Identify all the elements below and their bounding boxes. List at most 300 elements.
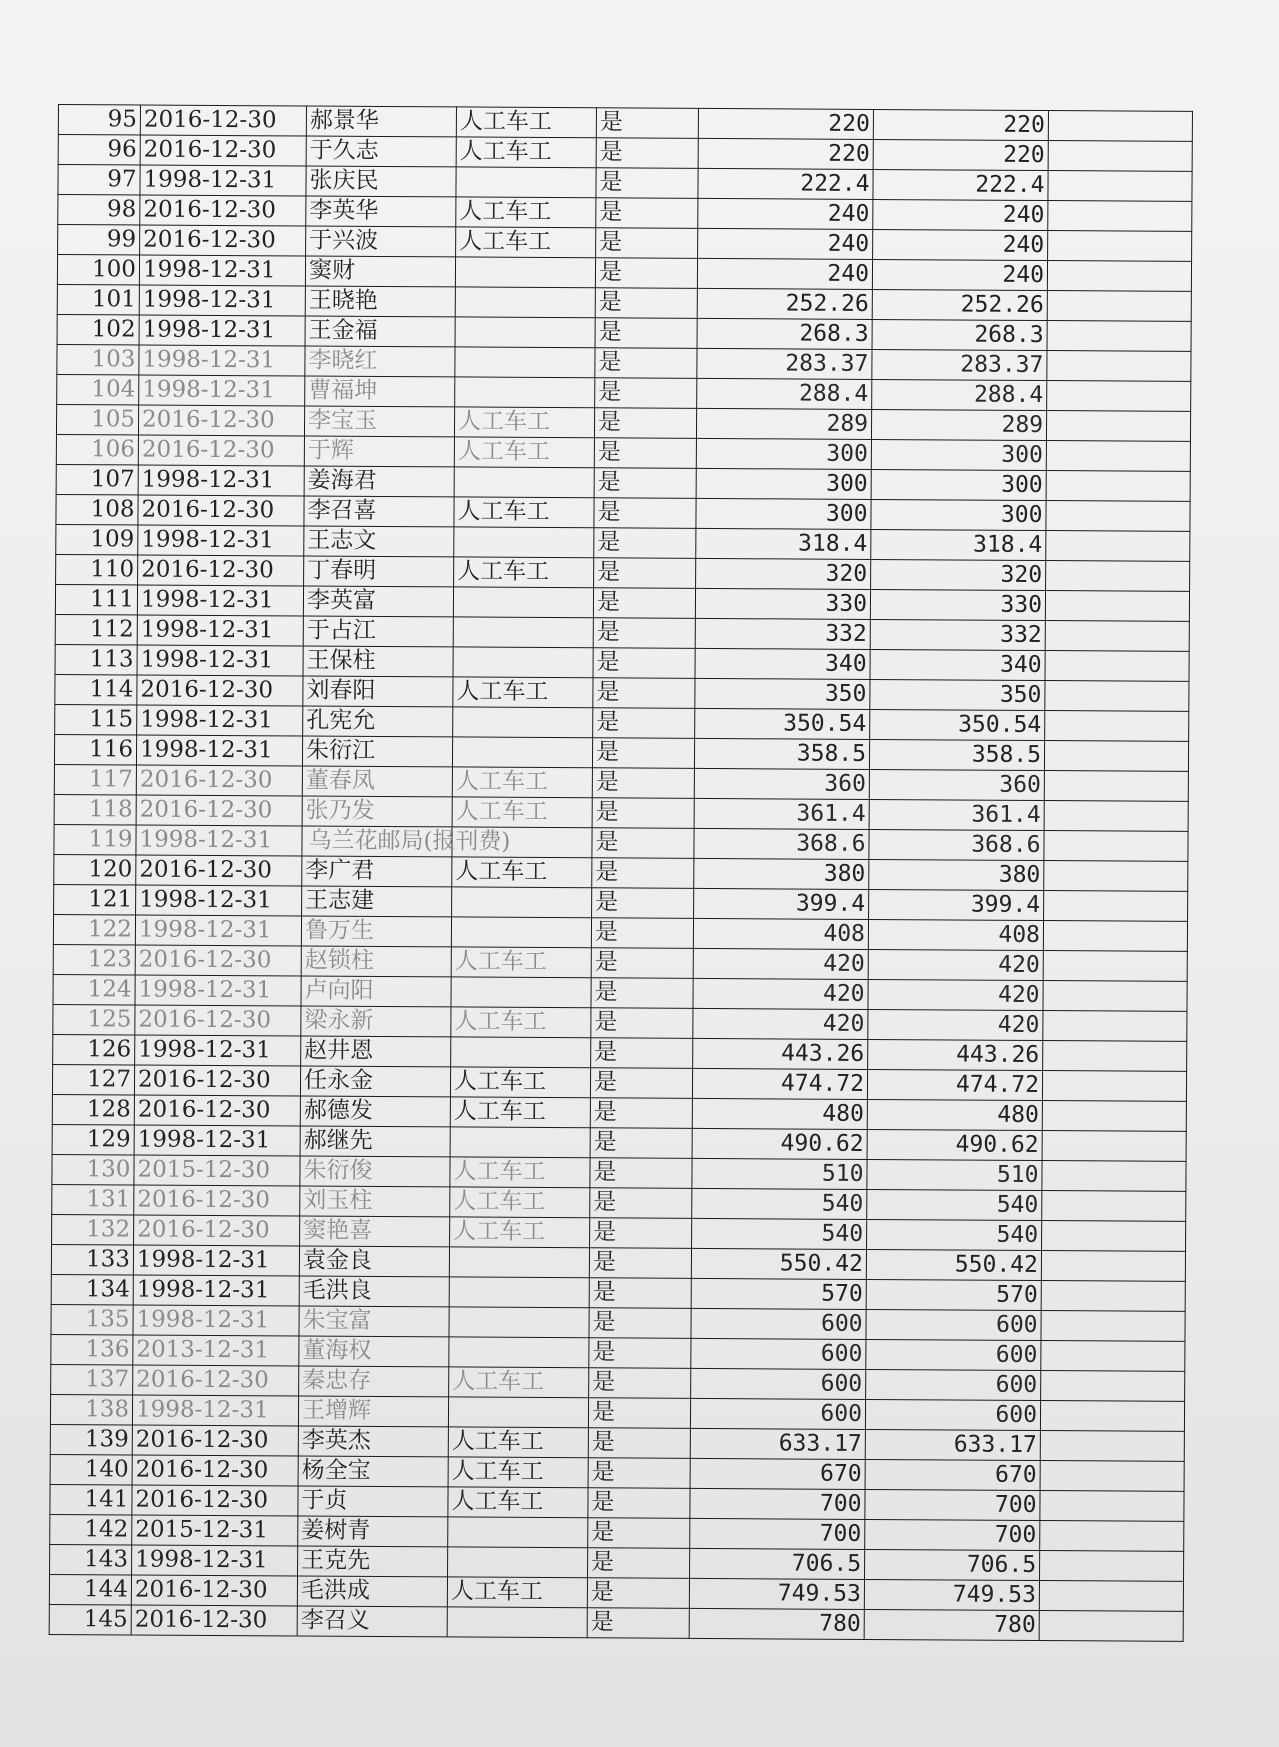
row-amount-confirmed: 540: [867, 1189, 1042, 1220]
row-type: [449, 1307, 589, 1338]
row-name: 张乃发: [302, 796, 452, 827]
row-remark: [1047, 381, 1191, 412]
row-amount: 358.5: [694, 738, 869, 769]
row-amount-confirmed: 283.37: [872, 349, 1047, 380]
row-name: 郝继先: [300, 1126, 450, 1157]
ledger-body: [49, 105, 1192, 1642]
row-remark: [1047, 321, 1191, 352]
row-number: 143: [50, 1544, 132, 1575]
row-type: 人工车工: [448, 1487, 588, 1518]
row-number: 98: [58, 195, 140, 226]
row-date: 1998-12-31: [133, 1305, 299, 1336]
row-name: 卢向阳: [301, 976, 451, 1007]
row-amount: 240: [697, 258, 872, 289]
row-flag: 是: [593, 678, 695, 709]
row-name: 董春凤: [302, 766, 452, 797]
row-date: 2016-12-30: [138, 435, 304, 466]
row-type: 人工车工: [454, 407, 594, 438]
row-date: 2015-12-30: [134, 1155, 300, 1186]
row-type: 人工车工: [452, 857, 592, 888]
row-number: 139: [50, 1424, 132, 1455]
row-remark: [1048, 171, 1192, 202]
row-remark: [1043, 1011, 1187, 1042]
row-amount: 252.26: [697, 288, 872, 319]
row-amount-confirmed: 220: [873, 109, 1048, 140]
row-flag: 是: [591, 1008, 693, 1039]
row-flag: 是: [592, 828, 694, 859]
row-amount-confirmed: 340: [870, 649, 1045, 680]
row-amount: 300: [696, 498, 871, 529]
row-number: 142: [50, 1514, 132, 1545]
row-amount: 633.17: [690, 1428, 865, 1459]
row-date: 2016-12-30: [140, 135, 306, 166]
row-flag: 是: [588, 1428, 690, 1459]
row-date: 2016-12-30: [135, 1005, 301, 1036]
row-type: [453, 707, 593, 738]
row-amount-confirmed: 350: [870, 679, 1045, 710]
row-number: 124: [53, 974, 135, 1005]
row-date: 2016-12-30: [140, 225, 306, 256]
row-date: 1998-12-31: [139, 255, 305, 286]
row-flag: 是: [594, 528, 696, 559]
row-number: 103: [57, 344, 139, 375]
row-type: [452, 887, 592, 918]
row-number: 116: [54, 734, 136, 765]
row-amount-confirmed: 600: [866, 1309, 1041, 1340]
row-name: 李晓红: [305, 346, 455, 377]
row-flag: 是: [594, 438, 696, 469]
row-type: [453, 647, 593, 678]
row-remark: [1046, 411, 1190, 442]
row-name: 王晓艳: [305, 286, 455, 317]
row-name: 刘玉柱: [300, 1186, 450, 1217]
row-name: 于辉: [304, 436, 454, 467]
row-flag: 是: [591, 948, 693, 979]
row-number: 123: [53, 944, 135, 975]
row-name: 姜树青: [298, 1516, 448, 1547]
row-name: 李英华: [306, 196, 456, 227]
row-number: 120: [54, 854, 136, 885]
row-name: 张庆民: [306, 166, 456, 197]
row-name: 王志建: [302, 886, 452, 917]
row-number: 125: [53, 1004, 135, 1035]
row-flag: 是: [589, 1248, 691, 1279]
row-date: 1998-12-31: [137, 585, 303, 616]
row-name: 毛洪成: [297, 1576, 447, 1607]
row-remark: [1043, 951, 1187, 982]
row-name: 李宝玉: [304, 406, 454, 437]
row-name: 刘春阳: [303, 676, 453, 707]
row-number: 145: [49, 1604, 131, 1635]
row-amount-confirmed: 570: [866, 1279, 1041, 1310]
row-amount: 490.62: [692, 1128, 867, 1159]
row-name: 朱衍俊: [300, 1156, 450, 1187]
row-date: 1998-12-31: [137, 615, 303, 646]
row-type: [448, 1547, 588, 1578]
row-remark: [1040, 1401, 1184, 1432]
row-amount: 600: [691, 1338, 866, 1369]
row-number: 101: [57, 284, 139, 315]
row-type: [449, 1277, 589, 1308]
row-date: 2016-12-30: [132, 1485, 298, 1516]
row-remark: [1040, 1491, 1184, 1522]
row-amount-confirmed: 490.62: [867, 1129, 1042, 1160]
row-amount: 399.4: [694, 888, 869, 919]
row-type: 人工车工: [452, 797, 592, 828]
row-date: 2016-12-30: [135, 945, 301, 976]
row-flag: 是: [588, 1518, 690, 1549]
row-amount: 749.53: [689, 1578, 864, 1609]
row-name: 秦忠存: [299, 1366, 449, 1397]
row-amount-confirmed: 368.6: [869, 829, 1044, 860]
row-amount: 706.5: [690, 1548, 865, 1579]
row-date: 1998-12-31: [133, 1275, 299, 1306]
row-flag: 是: [590, 1158, 692, 1189]
row-date: 1998-12-31: [139, 375, 305, 406]
row-name: 李召义: [297, 1606, 447, 1637]
row-amount: 600: [691, 1308, 866, 1339]
row-flag: 是: [588, 1548, 690, 1579]
row-date: 1998-12-31: [134, 1125, 300, 1156]
row-amount-confirmed: 358.5: [869, 739, 1044, 770]
row-amount: 240: [698, 228, 873, 259]
row-amount: 443.26: [693, 1038, 868, 1069]
row-name: 王增辉: [298, 1396, 448, 1427]
row-name: 郝德发: [300, 1096, 450, 1127]
row-amount-confirmed: 670: [865, 1459, 1040, 1490]
row-type: [450, 1127, 590, 1158]
row-amount-confirmed: 510: [867, 1159, 1042, 1190]
row-amount: 240: [698, 198, 873, 229]
row-remark: [1042, 1161, 1186, 1192]
row-flag: 是: [595, 378, 697, 409]
row-name: 曹福坤: [305, 376, 455, 407]
row-name: 董海权: [299, 1336, 449, 1367]
row-type: [448, 1397, 588, 1428]
row-number: 114: [55, 674, 137, 705]
row-type: [451, 917, 591, 948]
row-number: 144: [49, 1574, 131, 1605]
row-flag: 是: [589, 1278, 691, 1309]
row-amount: 408: [693, 918, 868, 949]
row-name: 毛洪良: [299, 1276, 449, 1307]
row-date: 2013-12-31: [133, 1335, 299, 1366]
row-date: 1998-12-31: [138, 525, 304, 556]
row-number: 130: [52, 1154, 134, 1185]
row-name: 赵锁柱: [301, 946, 451, 977]
row-amount-confirmed: 633.17: [865, 1429, 1040, 1460]
row-type: [453, 617, 593, 648]
row-type: [452, 737, 592, 768]
row-remark: [1044, 741, 1188, 772]
row-amount-confirmed: 600: [866, 1369, 1041, 1400]
row-amount-confirmed: 350.54: [870, 709, 1045, 740]
row-number: 110: [56, 554, 138, 585]
row-number: 129: [52, 1124, 134, 1155]
row-flag: 是: [592, 888, 694, 919]
row-type: 人工车工: [451, 947, 591, 978]
row-flag: 是: [588, 1458, 690, 1489]
row-flag: 是: [591, 1038, 693, 1069]
row-number: 127: [52, 1064, 134, 1095]
row-amount: 550.42: [691, 1248, 866, 1279]
row-type: 人工车工: [454, 497, 594, 528]
row-number: 109: [56, 524, 138, 555]
row-amount-confirmed: 330: [870, 589, 1045, 620]
row-amount: 350: [695, 678, 870, 709]
row-amount-confirmed: 420: [868, 979, 1043, 1010]
row-flag: 是: [594, 468, 696, 499]
row-number: 136: [51, 1334, 133, 1365]
row-amount-confirmed: 443.26: [868, 1039, 1043, 1070]
row-name: 李召喜: [304, 496, 454, 527]
row-number: 117: [54, 764, 136, 795]
row-flag: 是: [590, 1128, 692, 1159]
row-flag: 是: [588, 1398, 690, 1429]
row-name: 于占江: [303, 616, 453, 647]
row-remark: [1041, 1371, 1185, 1402]
row-type: [451, 1037, 591, 1068]
row-date: 2016-12-30: [140, 105, 306, 136]
row-flag: 是: [595, 348, 697, 379]
row-remark: [1046, 501, 1190, 532]
row-remark: [1044, 831, 1188, 862]
row-date: 2016-12-30: [132, 1425, 298, 1456]
row-flag: 是: [592, 768, 694, 799]
row-remark: [1041, 1341, 1185, 1372]
row-date: 2016-12-30: [134, 1215, 300, 1246]
row-remark: [1039, 1581, 1183, 1612]
row-amount: 474.72: [692, 1068, 867, 1099]
row-flag: 是: [596, 108, 698, 139]
row-flag: 是: [587, 1578, 689, 1609]
row-number: 134: [51, 1274, 133, 1305]
row-amount-confirmed: 220: [873, 139, 1048, 170]
row-number: 97: [58, 165, 140, 196]
row-remark: [1040, 1521, 1184, 1552]
row-number: 137: [51, 1364, 133, 1395]
row-type: 人工车工: [453, 677, 593, 708]
row-number: 95: [58, 105, 140, 136]
row-amount: 361.4: [694, 798, 869, 829]
row-amount-confirmed: 474.72: [867, 1069, 1042, 1100]
row-amount-confirmed: 550.42: [866, 1249, 1041, 1280]
row-remark: [1047, 261, 1191, 292]
row-remark: [1045, 591, 1189, 622]
row-amount-confirmed: 706.5: [865, 1549, 1040, 1580]
row-name: 李英杰: [298, 1426, 448, 1457]
row-amount-confirmed: 420: [868, 949, 1043, 980]
row-number: 113: [55, 644, 137, 675]
row-amount-confirmed: 300: [871, 469, 1046, 500]
row-amount: 289: [696, 408, 871, 439]
row-type: 人工车工: [449, 1367, 589, 1398]
row-flag: 是: [590, 1068, 692, 1099]
row-number: 111: [55, 584, 137, 615]
row-flag: 是: [594, 498, 696, 529]
row-date: 2016-12-30: [136, 765, 302, 796]
row-amount: 368.6: [694, 828, 869, 859]
row-remark: [1041, 1281, 1185, 1312]
row-amount: 600: [690, 1398, 865, 1429]
row-name-text: 乌兰花邮局(报刊费): [308, 827, 511, 855]
row-amount-confirmed: 480: [867, 1099, 1042, 1130]
row-remark: [1046, 531, 1190, 562]
row-amount: 540: [692, 1188, 867, 1219]
row-type: [454, 527, 594, 558]
row-number: 132: [52, 1214, 134, 1245]
row-number: 133: [51, 1244, 133, 1275]
row-amount: 600: [691, 1368, 866, 1399]
row-remark: [1045, 651, 1189, 682]
row-number: 122: [53, 914, 135, 945]
row-amount: 700: [690, 1518, 865, 1549]
row-amount: 283.37: [697, 348, 872, 379]
row-amount: 318.4: [696, 528, 871, 559]
row-date: 2016-12-30: [140, 195, 306, 226]
row-remark: [1044, 801, 1188, 832]
row-amount: 330: [695, 588, 870, 619]
row-date: 2016-12-30: [133, 1365, 299, 1396]
row-amount-confirmed: 288.4: [872, 379, 1047, 410]
row-remark: [1043, 1041, 1187, 1072]
row-flag: 是: [592, 738, 694, 769]
row-remark: [1045, 621, 1189, 652]
row-amount-confirmed: 320: [871, 559, 1046, 590]
row-flag: 是: [590, 1218, 692, 1249]
row-amount: 300: [696, 468, 871, 499]
row-number: 140: [50, 1454, 132, 1485]
row-name: 窦财: [305, 256, 455, 287]
row-date: 1998-12-31: [136, 825, 302, 856]
row-type: [455, 287, 595, 318]
row-amount: 480: [692, 1098, 867, 1129]
row-flag: 是: [592, 798, 694, 829]
row-remark: [1043, 921, 1187, 952]
row-amount: 420: [693, 948, 868, 979]
row-amount: 420: [693, 1008, 868, 1039]
row-flag: 是: [591, 918, 693, 949]
row-remark: [1045, 681, 1189, 712]
row-type: [455, 377, 595, 408]
row-remark: [1039, 1611, 1183, 1642]
row-amount-confirmed: 700: [865, 1519, 1040, 1550]
row-name: 于兴波: [306, 226, 456, 257]
row-amount: 332: [695, 618, 870, 649]
row-date: 1998-12-31: [136, 735, 302, 766]
row-date: 1998-12-31: [135, 915, 301, 946]
row-amount: 420: [693, 978, 868, 1009]
row-amount: 320: [696, 558, 871, 589]
row-date: 2016-12-30: [138, 495, 304, 526]
row-date: 1998-12-31: [135, 1035, 301, 1066]
row-type: [456, 167, 596, 198]
row-remark: [1048, 141, 1192, 172]
row-flag: 是: [594, 408, 696, 439]
row-date: 1998-12-31: [136, 885, 302, 916]
row-flag: 是: [593, 588, 695, 619]
row-date: 2016-12-30: [134, 1095, 300, 1126]
row-flag: 是: [596, 228, 698, 259]
row-number: 141: [50, 1484, 132, 1515]
row-name: 于久志: [306, 136, 456, 167]
row-amount-confirmed: 380: [869, 859, 1044, 890]
row-type: [449, 1247, 589, 1278]
row-amount-confirmed: 300: [871, 499, 1046, 530]
row-number: 119: [54, 824, 136, 855]
row-amount: 288.4: [697, 378, 872, 409]
row-flag: 是: [589, 1338, 691, 1369]
row-date: 2016-12-30: [134, 1065, 300, 1096]
row-type: [453, 587, 593, 618]
row-amount-confirmed: 749.53: [864, 1579, 1039, 1610]
row-date: 1998-12-31: [132, 1545, 298, 1576]
row-type: [447, 1607, 587, 1638]
row-type: 人工车工: [448, 1427, 588, 1458]
row-amount: 340: [695, 648, 870, 679]
row-amount-confirmed: 600: [866, 1339, 1041, 1370]
row-type: 人工车工: [452, 767, 592, 798]
row-name: 李英富: [303, 586, 453, 617]
row-type: [448, 1517, 588, 1548]
row-amount-confirmed: 300: [871, 439, 1046, 470]
row-type: 人工车工: [454, 437, 594, 468]
row-remark: [1043, 981, 1187, 1012]
row-date: 1998-12-31: [138, 465, 304, 496]
row-number: 104: [57, 374, 139, 405]
row-date: 2016-12-30: [138, 555, 304, 586]
row-amount-confirmed: 318.4: [871, 529, 1046, 560]
row-name: 王保柱: [303, 646, 453, 677]
row-amount: 220: [698, 108, 873, 139]
row-remark: [1042, 1131, 1186, 1162]
row-remark: [1041, 1251, 1185, 1282]
row-number: 118: [54, 794, 136, 825]
row-type: 人工车工: [450, 1187, 590, 1218]
row-type: 人工车工: [456, 107, 596, 138]
row-name: 窦艳喜: [300, 1216, 450, 1247]
row-amount: 268.3: [697, 318, 872, 349]
row-number: 108: [56, 494, 138, 525]
row-amount: 670: [690, 1458, 865, 1489]
row-amount: 510: [692, 1158, 867, 1189]
row-flag: 是: [591, 978, 693, 1009]
row-amount-confirmed: 360: [869, 769, 1044, 800]
row-date: 2016-12-30: [132, 1455, 298, 1486]
row-name: 王志文: [304, 526, 454, 557]
row-amount-confirmed: 252.26: [872, 289, 1047, 320]
row-number: 102: [57, 314, 139, 345]
row-date: 2016-12-30: [131, 1605, 297, 1636]
row-amount-confirmed: 399.4: [869, 889, 1044, 920]
row-date: 1998-12-31: [140, 165, 306, 196]
row-remark: [1039, 1551, 1183, 1582]
row-remark: [1047, 351, 1191, 382]
row-flag: 是: [596, 168, 698, 199]
row-name: 朱衍江: [302, 736, 452, 767]
row-remark: [1040, 1461, 1184, 1492]
row-name: 袁金良: [299, 1246, 449, 1277]
row-number: 126: [53, 1034, 135, 1065]
row-type: 人工车工: [454, 557, 594, 588]
row-number: 115: [55, 704, 137, 735]
row-amount: 700: [690, 1488, 865, 1519]
row-amount: 540: [692, 1218, 867, 1249]
row-amount: 220: [698, 138, 873, 169]
row-remark: [1048, 111, 1192, 142]
row-type: [455, 257, 595, 288]
row-flag: 是: [589, 1368, 691, 1399]
